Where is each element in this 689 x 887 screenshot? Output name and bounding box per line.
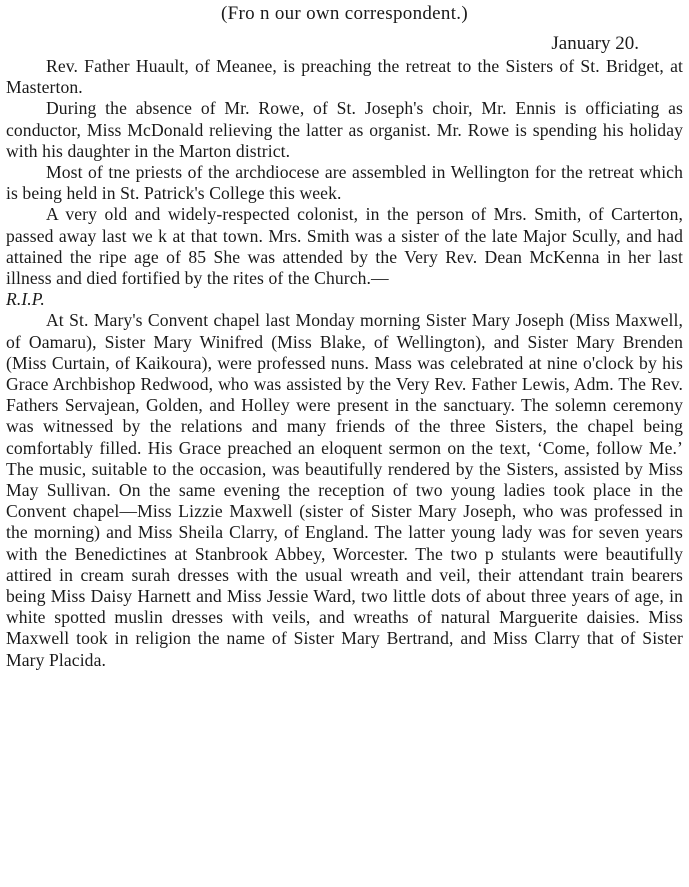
paragraph-obituary bbox=[6, 204, 683, 310]
obituary-text: A very old and widely-respected colonist, in the person of Mrs. Smith, of Carterton, passed away last we k at that town. Mrs. Smith was a sister of the late Major Scully, and had attained the ripe age of 85 She was attended by the Very Rev. Dean McKenna in her last illness and died fortified by the rites of the Church.— bbox=[6, 204, 683, 289]
paragraph-convent-profession: At St. Mary's Convent chapel last Monday morning Sister Mary Joseph (Miss Maxwell, of Oamaru), Sister Mary Winifred (Miss Blake, of Wellington), and Sister Mary Brenden (Miss Curtain, of Kaikoura), were professed nuns. Mass was celebrated at nine o'clock by his Grace Archbishop Redwood, who was assisted by the Very Rev. Father Lewis, Adm. The Rev. Fathers Servajean, Golden, and Holley were present in the sanctuary. The solemn ceremony was witnessed by the relations and many friends of the three Sisters, the chapel being comfortably filled. His Grace preached an eloquent sermon on the text, ‘Come, follow Me.’ The music, suitable to the occasion, was beautifully rendered by the Sisters, assisted by Miss May Sullivan. On the same evening the reception of two young ladies took place in the Convent chapel—Miss Lizzie Maxwell (sister of Sister Mary Joseph, who was professed in the morning) and Miss Sheila Clarry, of England. The latter young lady was for seven years with the Benedictines at Stanbrook Abbey, Worcester. The two p stulants were beautifully attired in cream surah dresses with the usual wreath and veil, their attendant train bearers being Miss Daisy Harnett and Miss Jessie Ward, two little dots of about three years of age, in white spotted muslin dresses with veils, and wreaths of natural Marguerite daisies. Miss Maxwell took in religion the name of Sister Mary Bertrand, and Miss Clarry that of Sister Mary Placida. bbox=[6, 310, 683, 670]
dateline: January 20. bbox=[551, 33, 639, 54]
paragraph-priests-retreat: Most of tne priests of the archdiocese are assembled in Wellington for the retreat which is being held in St. Patrick's College this week. bbox=[6, 162, 683, 204]
byline: (Fro n our own correspondent.) bbox=[221, 3, 468, 24]
rip-text: R.I.P. bbox=[6, 289, 45, 310]
paragraph-choir: During the absence of Mr. Rowe, of St. Joseph's choir, Mr. Ennis is officiating as conductor, Miss McDonald relieving the latter as organist. Mr. Rowe is spending his holiday with his daughter in the Marton district. bbox=[6, 98, 683, 161]
paragraph-retreat-masterton: Rev. Father Huault, of Meanee, is preaching the retreat to the Sisters of St. Bridget, at Masterton. bbox=[6, 56, 683, 98]
